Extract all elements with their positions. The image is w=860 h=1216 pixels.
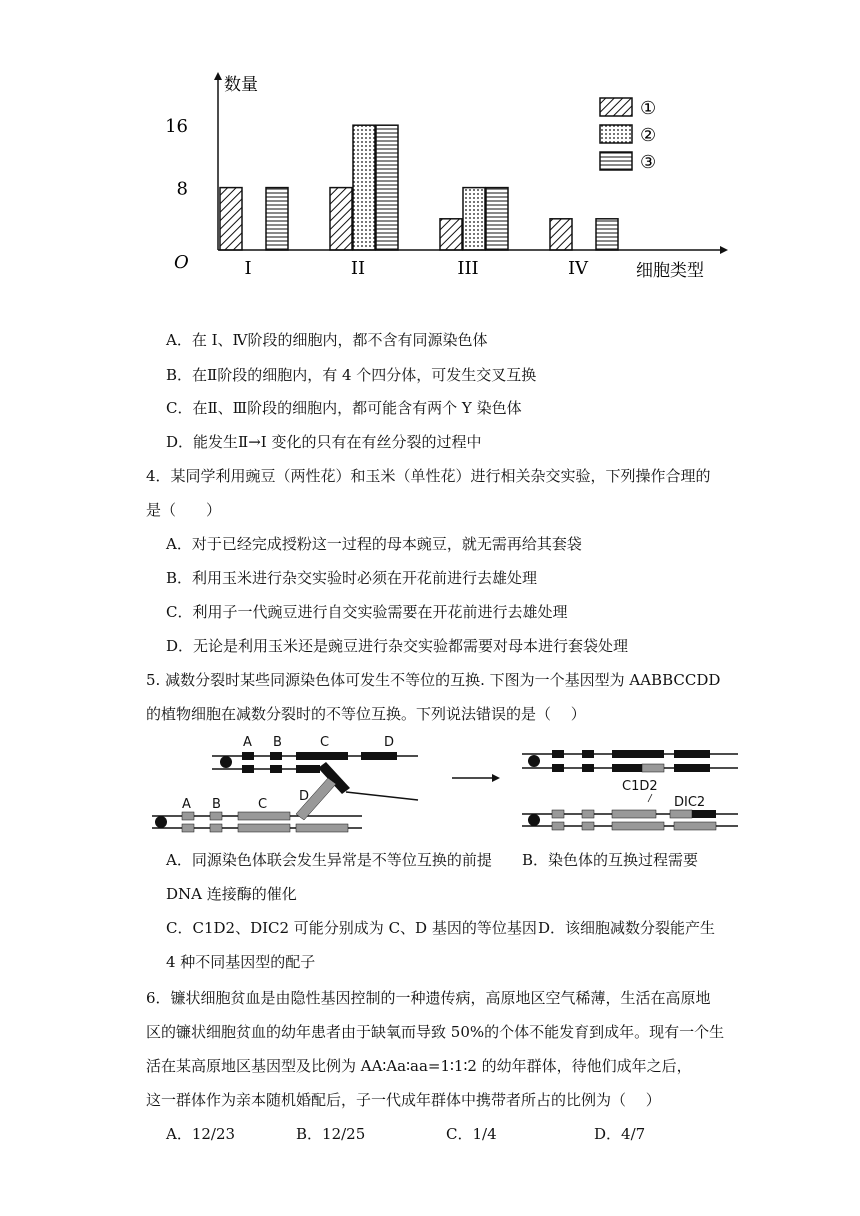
q4-stem-line1: 4．某同学利用豌豆（两性花）和玉米（单性花）进行相关杂交实验，下列操作合理的 (146, 467, 711, 485)
chart-canvas (160, 68, 740, 290)
bar-III-series-3 (486, 188, 508, 250)
q6-stem-line1: 6．镰状细胞贫血是由隐性基因控制的一种遗传病，高原地区空气稀薄，生活在高原地 (146, 989, 711, 1007)
q5-option-d-line2: 4 种不同基因型的配子 (166, 953, 316, 971)
bar-II-series-1 (330, 188, 352, 250)
q4-option-c: C．利用子一代豌豆进行自交实验需要在开花前进行去雄处理 (166, 603, 568, 621)
q6-option-a: A．12/23 (166, 1125, 236, 1143)
right-grey-chromosome-pair (522, 810, 738, 830)
bar-I-series-3 (266, 188, 288, 250)
q5-option-c: C．C1D2、DIC2 可能分别成为 C、D 基因的等位基因 (166, 919, 537, 937)
q3-option-d: D．能发生Ⅱ→I 变化的只有在有丝分裂的过程中 (166, 433, 482, 451)
gene-label-a-bottom: A (182, 797, 191, 812)
q5-option-b-line1: B．染色体的互换过程需要 (522, 851, 699, 869)
right-arrow-icon (452, 774, 500, 782)
gene-label-d-bottom: D (299, 789, 310, 804)
x-axis-arrow (720, 246, 728, 254)
legend-swatch-3 (600, 152, 632, 170)
gene-label-a-top: A (243, 735, 252, 750)
legend-label-1: ① (640, 98, 657, 119)
q5-option-b-line2: DNA 连接酶的催化 (166, 885, 297, 903)
q6-stem-line3: 活在某高原地区基因型及比例为 AA∶Aa∶aa=1∶1∶2 的幼年群体，待他们成年之后， (146, 1057, 692, 1075)
legend-label-2: ② (640, 125, 657, 146)
q5-option-d-line1: D．该细胞减数分裂能产生 (538, 919, 716, 937)
bar-II-series-3 (376, 125, 398, 250)
cell-count-bar-chart (160, 68, 740, 290)
gene-label-c-bottom: C (258, 797, 268, 812)
chromosome-exchange-diagram (146, 728, 746, 838)
origin-label: O (174, 252, 189, 273)
legend-swatch-2 (600, 125, 632, 143)
q3-option-a: A．在 I、Ⅳ阶段的细胞内，都不含有同源染色体 (166, 331, 488, 349)
q3-option-c: C．在Ⅱ、Ⅲ阶段的细胞内，都可能含有两个 Y 染色体 (166, 399, 522, 417)
q6-option-c: C．1/4 (446, 1125, 497, 1143)
bar-III-series-1 (440, 219, 462, 250)
q5-stem-line2: 的植物细胞在减数分裂时的不等位互换。下列说法错误的是（ ） (146, 705, 586, 723)
gene-label-b-top: B (273, 735, 282, 750)
q6-option-b: B．12/25 (296, 1125, 366, 1143)
q4-option-a: A．对于已经完成授粉这一过程的母本豌豆，就无需再给其套袋 (166, 535, 582, 553)
x-tick-label: IV (567, 258, 589, 279)
gene-label-c-top: C (320, 735, 330, 750)
bar-III-series-2 (463, 188, 485, 250)
q5-option-a: A．同源染色体联会发生异常是不等位互换的前提 (166, 851, 492, 869)
legend-label-3: ③ (640, 152, 657, 173)
legend-swatch-1 (600, 98, 632, 116)
c1d2-label: C1D2 (622, 779, 658, 794)
q6-stem-line4: 这一群体作为亲本随机婚配后，子一代成年群体中携带者所占的比例为（ ） (146, 1091, 661, 1109)
d1c2-label: DIC2 (674, 795, 706, 810)
q4-option-b: B．利用玉米进行杂交实验时必须在开花前进行去雄处理 (166, 569, 538, 587)
y-tick-label: 16 (165, 116, 188, 138)
q3-option-b: B．在Ⅱ阶段的细胞内，有 4 个四分体，可发生交叉互换 (166, 366, 537, 384)
y-axis-label: 数量 (224, 75, 258, 95)
y-tick-label: 8 (176, 178, 188, 200)
right-black-chromosome-pair (522, 750, 738, 772)
q4-option-d: D．无论是利用玉米还是豌豆进行杂交实验都需要对母本进行套袋处理 (166, 637, 629, 655)
x-tick-label: III (457, 258, 479, 279)
y-axis-arrow (214, 72, 222, 80)
diagram-canvas (146, 728, 746, 838)
gene-label-b-bottom: B (212, 797, 221, 812)
q6-option-d: D．4/7 (594, 1125, 646, 1143)
q5-stem-line1: 5. 减数分裂时某些同源染色体可发生不等位的互换. 下图为一个基因型为 AABBCCDD (146, 671, 721, 689)
bar-I-series-1 (220, 188, 242, 250)
bar-II-series-2 (353, 125, 375, 250)
bar-IV-series-3 (596, 219, 618, 250)
x-tick-label: I (244, 258, 252, 279)
x-tick-label: II (350, 258, 366, 279)
q4-stem-line2: 是（ ） (146, 501, 222, 519)
gene-label-d-top: D (384, 735, 395, 750)
bar-IV-series-1 (550, 219, 572, 250)
q6-stem-line2: 区的镰状细胞贫血的幼年患者由于缺氧而导致 50%的个体不能发育到成年。现有一个生 (146, 1023, 725, 1041)
x-axis-label: 细胞类型 (636, 261, 704, 281)
